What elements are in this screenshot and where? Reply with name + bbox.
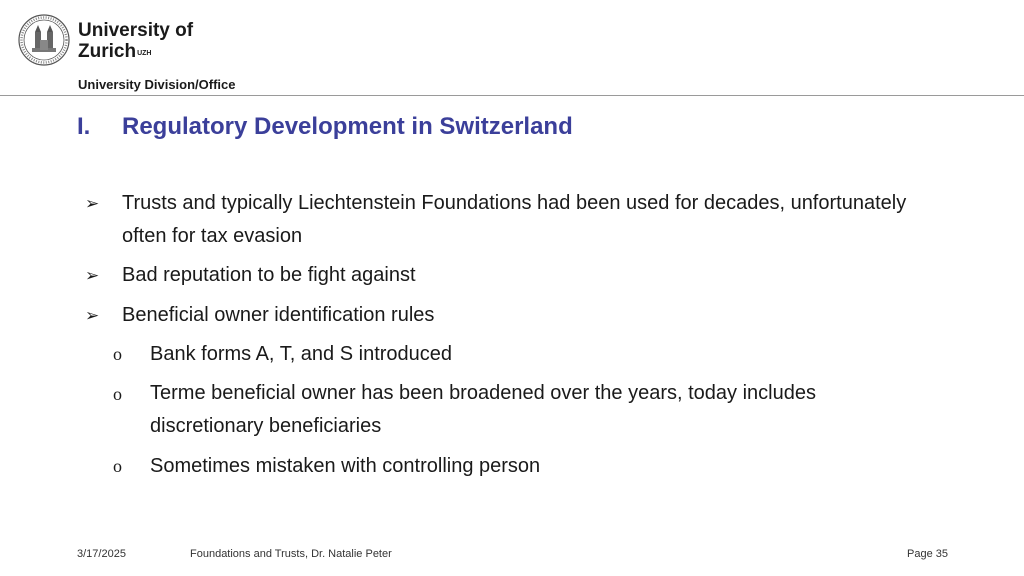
sub-bullet-circle-icon: o — [113, 456, 122, 476]
bullet-arrow-icon: ➢ — [85, 194, 100, 213]
bullet-item — [122, 299, 434, 332]
sub-bullet-line: Sometimes mistaken with controlling person — [150, 455, 541, 477]
bullet-line: Trusts and typically Liechtenstein Foundations had been used for decades, unfortunately — [122, 192, 907, 214]
bullet-arrow-icon: ➢ — [85, 266, 100, 285]
division-label: University Division/Office — [78, 77, 236, 92]
university-name-line2: Zurich$^{UZH}$ — [78, 41, 152, 62]
sub-bullet-item — [150, 338, 452, 371]
bullet-item — [122, 259, 416, 292]
sub-bullet-item — [150, 377, 816, 443]
sub-bullet-line: discretionary beneficiaries — [150, 415, 382, 437]
bullet-line: often for tax evasion — [122, 225, 303, 247]
footer-date: 3/17/2025 — [77, 548, 126, 560]
bullet-item — [122, 187, 906, 253]
university-name-line1: University of — [78, 20, 194, 41]
section-number: I. — [77, 113, 91, 140]
sub-bullet-line: Bank forms A, T, and S introduced — [150, 343, 453, 365]
header-divider — [0, 95, 1024, 96]
page-number: Page 35 — [907, 548, 948, 560]
university-seal-icon — [18, 14, 70, 66]
university-sup: UZH — [137, 50, 152, 57]
bullet-arrow-icon: ➢ — [85, 306, 100, 325]
sub-bullet-item — [150, 450, 540, 483]
footer-title: Foundations and Trusts, Dr. Natalie Peter — [190, 548, 392, 560]
page-title: Regulatory Development in Switzerland — [122, 113, 573, 140]
sub-bullet-circle-icon: o — [113, 384, 122, 404]
university-name — [78, 20, 193, 62]
bullet-line: Bad reputation to be fight against — [122, 264, 416, 286]
sub-bullet-line: Terme beneficial owner has been broadened over the years, today includes — [150, 382, 816, 404]
bullet-line: Beneficial owner identification rules — [122, 304, 435, 326]
sub-bullet-circle-icon: o — [113, 344, 122, 364]
